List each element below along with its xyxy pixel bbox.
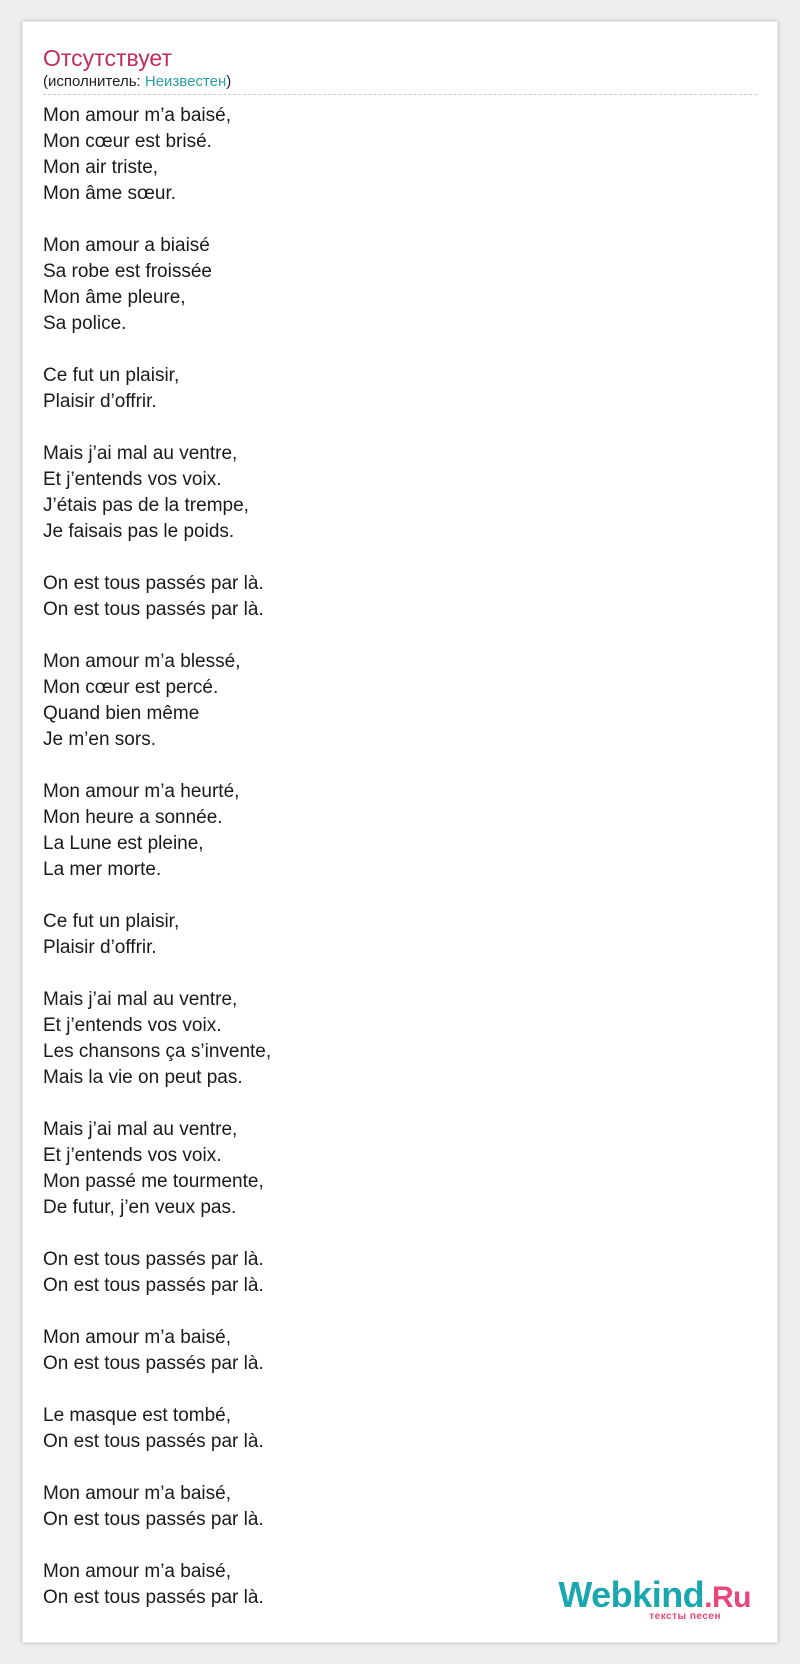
artist-prefix: (исполнитель: [43, 73, 145, 90]
lyrics-stanza [43, 1117, 743, 1221]
lyrics-stanza [43, 779, 743, 883]
lyrics-line: Plaisir d’offrir. [43, 937, 157, 958]
lyrics-line: Je m’en sors. [43, 729, 156, 750]
lyrics-stanza [43, 987, 743, 1091]
lyrics-line: Mon amour a biaisé [43, 235, 210, 256]
lyrics-line: Et j’entends vos voix. [43, 469, 222, 490]
lyrics-line: On est tous passés par là. [43, 573, 264, 594]
lyrics-line: Mon heure a sonnée. [43, 807, 223, 828]
lyrics-line: Sa robe est froissée [43, 261, 212, 282]
lyrics-text [43, 103, 743, 1637]
logo-tld-text: .Ru [704, 1581, 751, 1614]
lyrics-line: Ce fut un plaisir, [43, 365, 180, 386]
lyrics-line: On est tous passés par là. [43, 1275, 264, 1296]
lyrics-line: Sa police. [43, 313, 127, 334]
lyrics-line: J’étais pas de la trempe, [43, 495, 249, 516]
lyrics-line: La mer morte. [43, 859, 162, 880]
lyrics-line: Mais j’ai mal au ventre, [43, 443, 238, 464]
lyrics-line: De futur, j’en veux pas. [43, 1197, 237, 1218]
logo-main-text: Webkind [558, 1574, 705, 1615]
lyrics-line: On est tous passés par là. [43, 1249, 264, 1270]
lyrics-line: Mon amour m’a baisé, [43, 105, 231, 126]
artist-link[interactable]: Неизвестен [144, 73, 227, 90]
lyrics-line: Mon cœur est brisé. [43, 131, 212, 152]
lyrics-line: Mon amour m’a heurté, [43, 781, 240, 802]
lyrics-line: Plaisir d’offrir. [43, 391, 157, 412]
lyrics-line: Mon air triste, [43, 157, 159, 178]
header-divider [43, 94, 757, 95]
lyrics-stanza [43, 909, 743, 961]
lyrics-line: Mon amour m’a baisé, [43, 1483, 231, 1504]
lyrics-line: Les chansons ça s’invente, [43, 1041, 272, 1062]
lyrics-line: On est tous passés par là. [43, 1587, 264, 1608]
lyrics-line: Mon passé me tourmente, [43, 1171, 264, 1192]
logo-tagline: тексты песен [649, 1611, 721, 1622]
lyrics-card [22, 21, 778, 1643]
song-title: Отсутствует [43, 45, 172, 71]
lyrics-line: On est tous passés par là. [43, 599, 264, 620]
lyrics-stanza [43, 1481, 743, 1533]
site-logo[interactable] [551, 1576, 751, 1622]
lyrics-line: Et j’entends vos voix. [43, 1145, 222, 1166]
lyrics-line: Quand bien même [43, 703, 200, 724]
lyrics-line: Mon amour m’a baisé, [43, 1561, 231, 1582]
lyrics-line: Mais j’ai mal au ventre, [43, 1119, 238, 1140]
lyrics-line: Mon âme pleure, [43, 287, 186, 308]
artist-line [43, 72, 231, 92]
lyrics-stanza [43, 103, 743, 207]
lyrics-line: Le masque est tombé, [43, 1405, 231, 1426]
lyrics-line: On est tous passés par là. [43, 1431, 264, 1452]
lyrics-line: Mon amour m’a baisé, [43, 1327, 231, 1348]
lyrics-line: Ce fut un plaisir, [43, 911, 180, 932]
lyrics-line: On est tous passés par là. [43, 1353, 264, 1374]
lyrics-line: Mon amour m’a blessé, [43, 651, 241, 672]
lyrics-line: Mon âme sœur. [43, 183, 177, 204]
lyrics-line: Mais j’ai mal au ventre, [43, 989, 238, 1010]
artist-suffix: ) [226, 73, 232, 90]
lyrics-stanza [43, 1403, 743, 1455]
lyrics-line: Et j’entends vos voix. [43, 1015, 222, 1036]
lyrics-stanza [43, 1325, 743, 1377]
lyrics-line: Je faisais pas le poids. [43, 521, 235, 542]
lyrics-stanza [43, 1247, 743, 1299]
lyrics-line: La Lune est pleine, [43, 833, 204, 854]
lyrics-stanza [43, 441, 743, 545]
lyrics-line: Mon cœur est percé. [43, 677, 219, 698]
lyrics-stanza [43, 363, 743, 415]
lyrics-stanza [43, 649, 743, 753]
lyrics-line: Mais la vie on peut pas. [43, 1067, 243, 1088]
lyrics-line: On est tous passés par là. [43, 1509, 264, 1530]
lyrics-stanza [43, 233, 743, 337]
lyrics-stanza [43, 571, 743, 623]
